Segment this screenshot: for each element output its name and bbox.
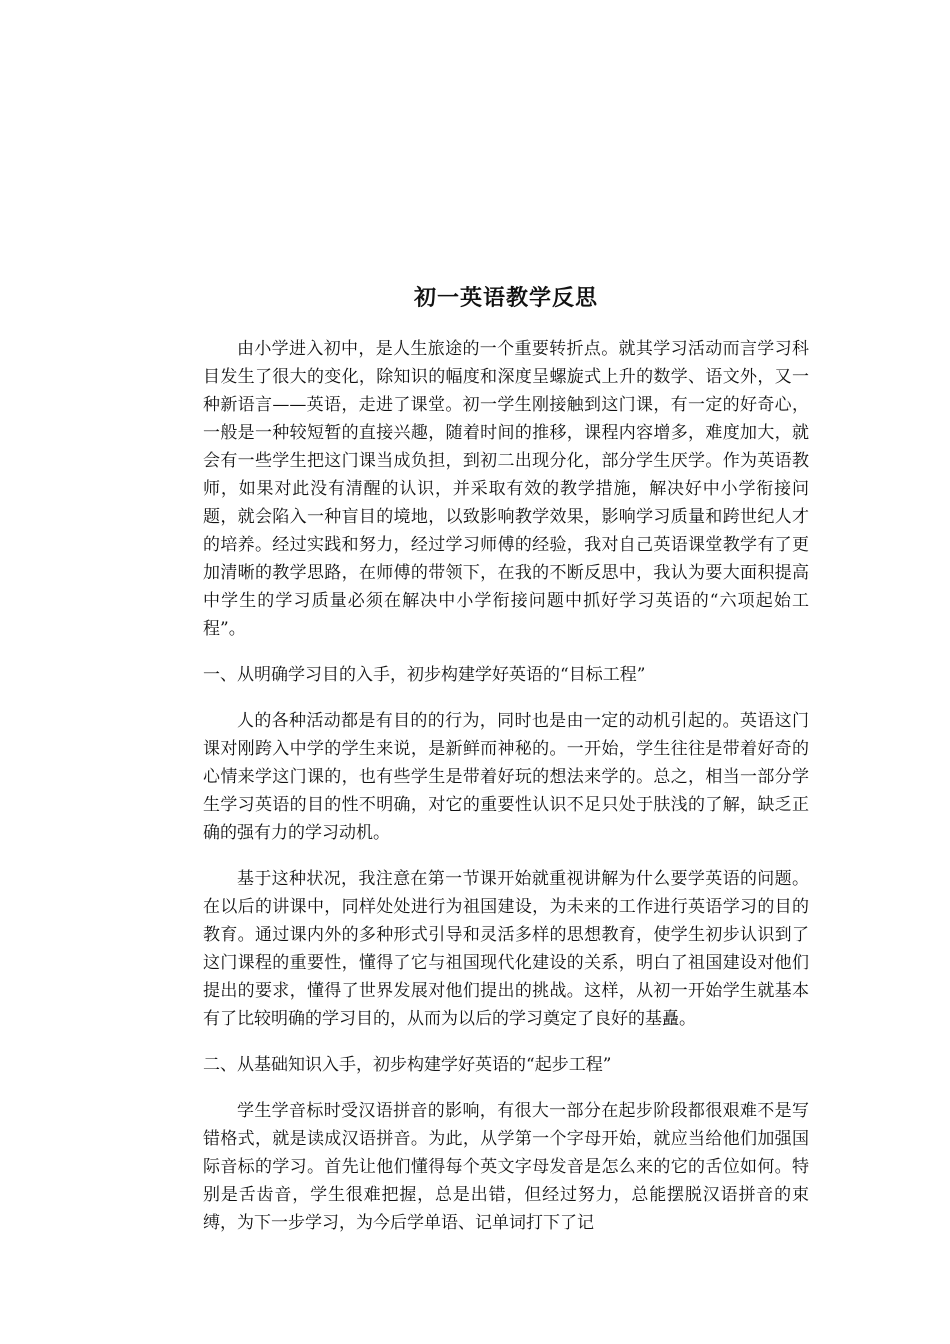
document-body [203,281,809,1237]
paragraph-motivation: 人的各种活动都是有目的的行为，同时也是由一定的动机引起的。英语这门课对刚跨入中学的学生来说，是新鲜而神秘的。一开始，学生往往是带着好奇的心情来学这门课的，也有些学生是带着好玩的想法来学的。总之，相当一部分学生学习英语的目的性不明确，对它的重要性认识不足只处于肤浅的了解，缺乏正确的强有力的学习动机。 [203,711,809,843]
paragraph-purpose-education: 基于这种状况，我注意在第一节课开始就重视讲解为什么要学英语的问题。在以后的讲课中，同样处处进行为祖国建设，为未来的工作进行英语学习的目的教育。通过课内外的多种形式引导和灵活多样的思想教育，使学生初步认识到了这门课程的重要性，懂得了它与祖国现代化建设的关系，明白了祖国建设对他们提出的要求，懂得了世界发展对他们提出的挑战。这样，从初一开始学生就基本有了比较明确的学习目的，从而为以后的学习奠定了良好的基矗。 [203,869,809,1029]
document-title: 初一英语教学反思 [413,285,598,311]
paragraph-phonetics: 学生学音标时受汉语拼音的影响，有很大一部分在起步阶段都很艰难不是写错格式，就是读成汉语拼音。为此，从学第一个字母开始，就应当给他们加强国际音标的学习。首先让他们懂得每个英文字母发音是怎么来的它的舌位如何。特别是舌齿音，学生很难把握，总是出错，但经过努力，总能摆脱汉语拼音的束缚，为下一步学习，为今后学单语、记单词打下了记 [203,1101,809,1233]
section-heading-1: 一、从明确学习目的入手，初步构建学好英语的“目标工程” [203,665,646,685]
section-heading-2: 二、从基础知识入手，初步构建学好英语的“起步工程” [203,1055,612,1075]
paragraph-intro: 由小学进入初中，是人生旅途的一个重要转折点。就其学习活动而言学习科目发生了很大的变化，除知识的幅度和深度呈螺旋式上升的数学、语文外，又一种新语言——英语，走进了课堂。初一学生刚接触到这门课，有一定的好奇心，一般是一种较短暂的直接兴趣，随着时间的推移，课程内容增多，难度加大，就会有一些学生把这门课当成负担，到初二出现分化，部分学生厌学。作为英语教师，如果对此没有清醒的认识，并采取有效的教学措施，解决好中小学衔接问题，就会陷入一种盲目的境地，以致影响教学效果，影响学习质量和跨世纪人才的培养。经过实践和努力，经过学习师傅的经验，我对自己英语课堂教学有了更加清晰的教学思路，在师傅的带领下，在我的不断反思中，我认为要大面积提高中学生的学习质量必须在解决中小学衔接问题中抓好学习英语的“六项起始工程”。 [203,339,809,639]
